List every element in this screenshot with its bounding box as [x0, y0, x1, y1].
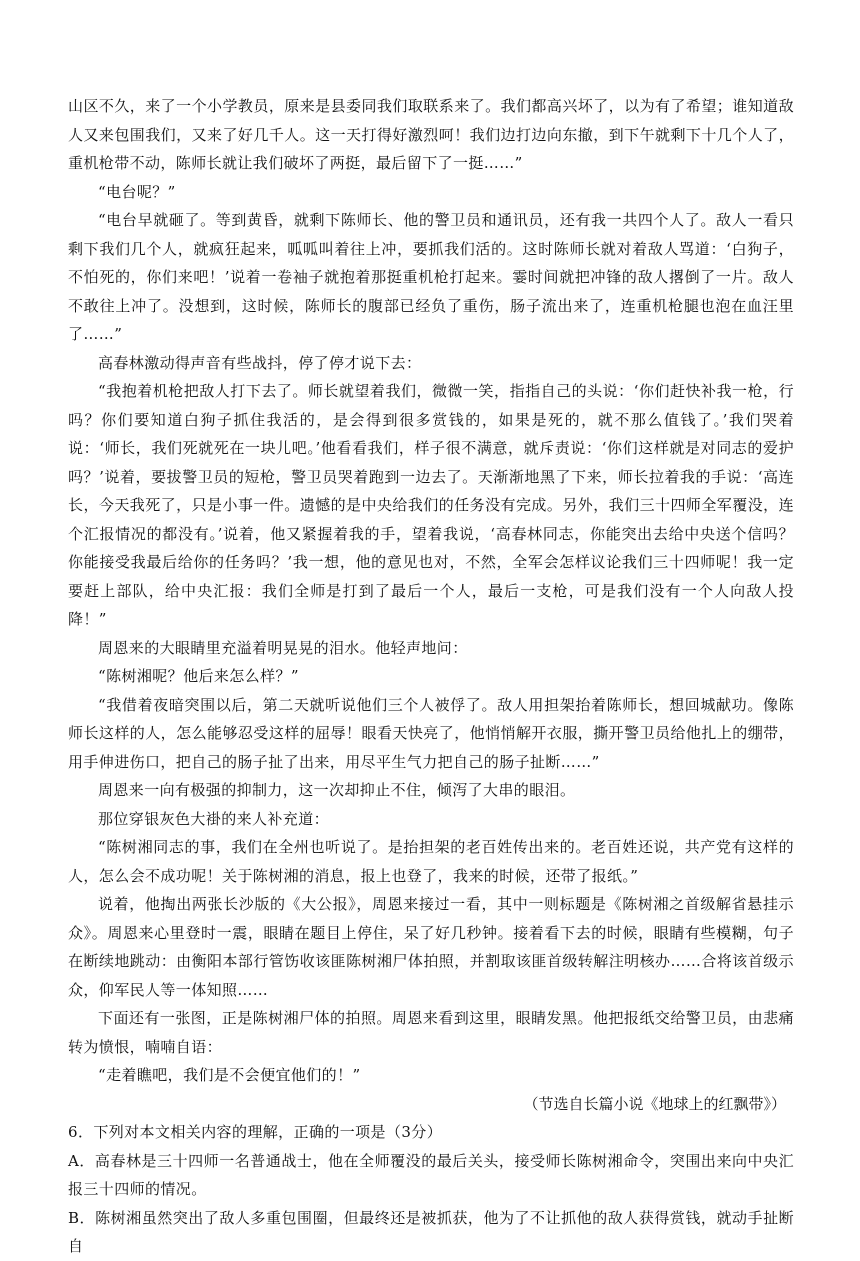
- paragraph-dialogue: “电台呢？”: [98, 182, 176, 201]
- paragraph-dialogue: “走着瞧吧，我们是不会便宜他们的！”: [98, 1066, 361, 1084]
- question-option-b: B．陈树湘虽然突出了敌人多重包围圈，但最终还是被抓获，他为了不让抓他的敌人获得赏钱，就动手扯断自: [68, 1208, 794, 1255]
- paragraph-narration: 说着，他掏出两张长沙版的《大公报》，周恩来接过一看，其中一则标题是《陈树湘之首级解省悬挂示众》。周恩来心里登时一震，眼睛在题目上停住，呆了好几秒钟。接着看下去的时候，眼睛有些模糊，句子在断续地跳动：由衡阳本部行管饬收该匪陈树湘尸体拍照，并割取该匪首级转解注明核办……合将该首级示众，仰军民人等一体知照……: [68, 895, 794, 999]
- source-citation: （节选自长篇小说《地球上的红飘带》）: [523, 1094, 786, 1113]
- paragraph-narration: 下面还有一张图，正是陈树湘尸体的拍照。周恩来看到这里，眼睛发黑。他把报纸交给警卫员，由悲痛转为愤恨，喃喃自语：: [68, 1009, 794, 1056]
- paragraph-continuation: 山区不久，来了一个小学教员，原来是县委同我们取联系来了。我们都高兴坏了，以为有了希望；谁知道敌人又来包围我们，又来了好几千人。这一天打得好激烈呵！我们边打边向东撤，到下午就剩下十几个人了，重机枪带不动，陈师长就让我们破坏了两挺，最后留下了一挺……”: [68, 97, 794, 172]
- paragraph-narration: 周恩来一向有极强的抑制力，这一次却抑止不住，倾泻了大串的眼泪。: [98, 781, 576, 799]
- document-page: [68, 92, 794, 1261]
- question-option-a: A．高春林是三十四师一名普通战士，他在全师覆没的最后关头，接受师长陈树湘命令，突围出来向中央汇报三十四师的情况。: [68, 1151, 794, 1198]
- paragraph-narration: 那位穿银灰色大褂的来人补充道：: [98, 809, 330, 828]
- question-stem: 6．下列对本文相关内容的理解，正确的一项是（3分）: [68, 1123, 443, 1141]
- paragraph-dialogue: “电台早就砸了。等到黄昏，就剩下陈师长、他的警卫员和通讯员，还有我一共四个人了。敌人一看只剩下我们几个人，就疯狂起来，呱呱叫着往上冲，要抓我们活的。这时陈师长就对着敌人骂道：‘白狗子，不怕死的，你们来吧！’说着一卷袖子就抱着那挺重机枪打起来。霎时间就把冲锋的敌人撂倒了一片。敌人不敢往上冲了。没想到，这时候，陈师长的腹部已经负了重伤，肠子流出来了，连重机枪腿也泡在血汪里了……”: [68, 211, 794, 343]
- paragraph-narration: 高春林激动得声音有些战抖，停了停才说下去：: [98, 353, 422, 372]
- paragraph-dialogue: “我抱着机枪把敌人打下去了。师长就望着我们，微微一笑，指指自己的头说：‘你们赶快补我一枪，行吗？你们要知道白狗子抓住我活的，是会得到很多赏钱的，如果是死的，就不那么值钱了。’我们哭着说：‘师长，我们死就死在一块儿吧。’他看看我们，样子很不满意，就斥责说：‘你们这样就是对同志的爱护吗？’说着，要拔警卫员的短枪，警卫员哭着跑到一边去了。天渐渐地黑了下来，师长拉着我的手说：‘高连长，今天我死了，只是小事一件。遗憾的是中央给我们的任务没有完成。另外，我们三十四师全军覆没，连个汇报情况的都没有。’说着，他又紧握着我的手，望着我说，‘高春林同志，你能突出去给中央送个信吗？你能接受我最后给你的任务吗？’我一想，他的意见也对，不然，全军会怎样议论我们三十四师呢！我一定要赶上部队，给中央汇报：我们全师是打到了最后一个人，最后一支枪，可是我们没有一个人向敌人投降！”: [68, 382, 794, 628]
- paragraph-dialogue: “我借着夜暗突围以后，第二天就听说他们三个人被俘了。敌人用担架抬着陈师长，想回城献功。像陈师长这样的人，怎么能够忍受这样的屈辱！眼看天快亮了，他悄悄解开衣服，撕开警卫员给他扎上的绷带，用手伸进伤口，把自己的肠子扯了出来，用尽平生气力把自己的肠子扯断……”: [68, 695, 794, 771]
- paragraph-narration: 周恩来的大眼睛里充溢着明晃晃的泪水。他轻声地问：: [98, 638, 468, 657]
- paragraph-dialogue: “陈树湘同志的事，我们在全州也听说了。是抬担架的老百姓传出来的。老百姓还说，共产党有这样的人，怎么会不成功呢！关于陈树湘的消息，报上也登了，我来的时候，还带了报纸。”: [68, 838, 794, 885]
- paragraph-dialogue: “陈树湘呢？他后来怎么样？”: [98, 667, 299, 685]
